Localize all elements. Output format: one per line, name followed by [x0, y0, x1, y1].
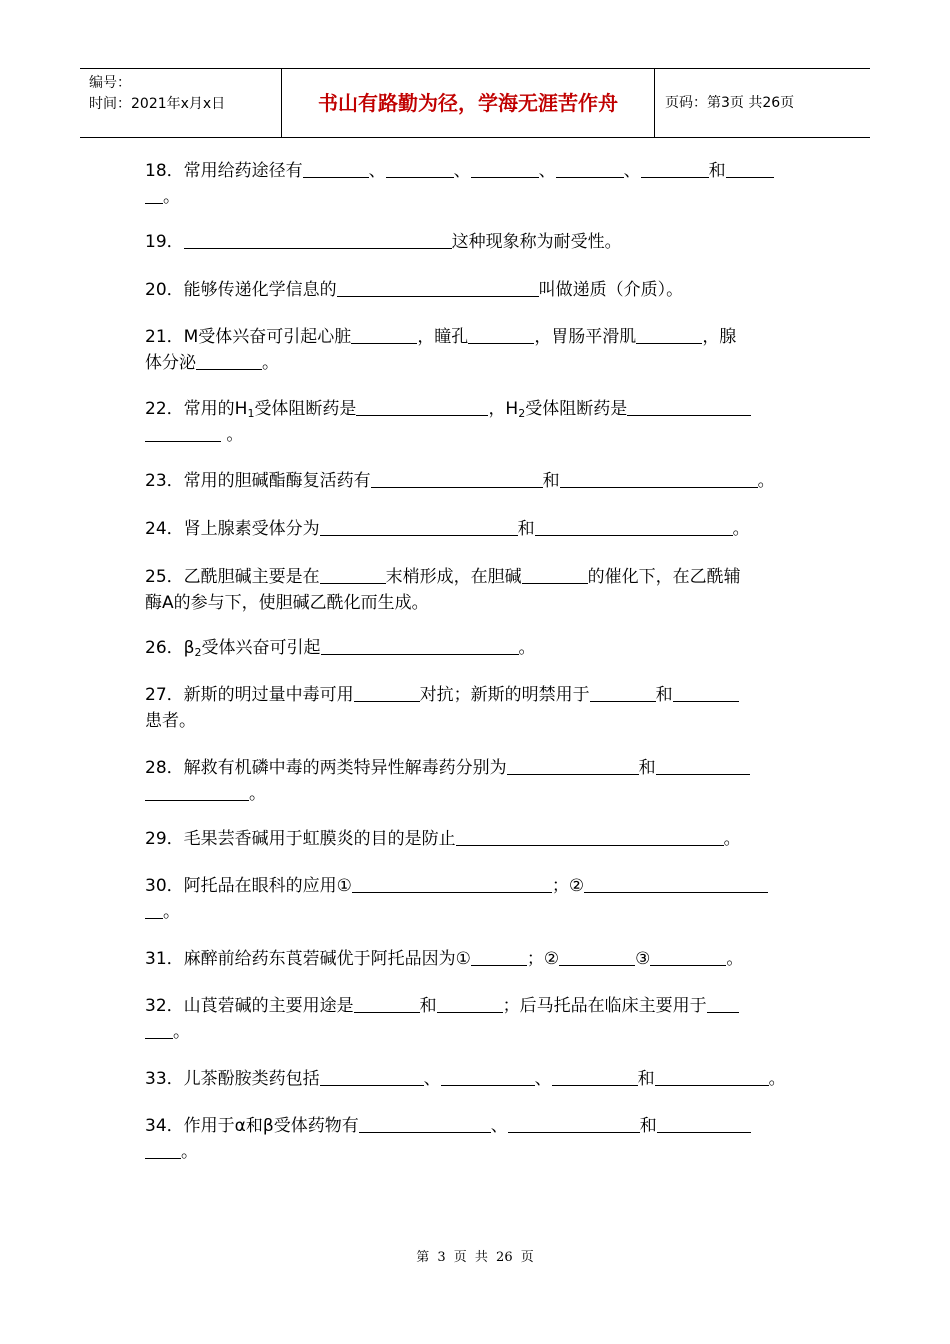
- header-motto: 书山有路勤为径，学海无涯苦作舟: [281, 69, 655, 137]
- number-label: 编号：: [89, 75, 131, 91]
- blank: [641, 159, 709, 178]
- blank: [320, 1067, 424, 1086]
- question-27: 27．新斯的明过量中毒可用 对抗；新斯的明禁用于 和 患者。: [145, 682, 810, 734]
- question-23: 23．常用的胆碱酯酶复活药有 和 。: [145, 471, 775, 491]
- blank: [584, 874, 768, 893]
- blank: [471, 159, 539, 178]
- time-label: 时间：2021年x月x日: [89, 96, 226, 112]
- blank: [507, 756, 639, 775]
- question-30: 30．阿托品在眼科的应用① ；② 。: [145, 873, 810, 925]
- blank: [673, 683, 739, 702]
- blank: [320, 517, 518, 536]
- blank: [184, 230, 452, 249]
- question-22: 22．常用的$H_1$受体阻断药是 ，$H_2$受体阻断药是 。: [145, 396, 810, 448]
- question-28: 28．解救有机磷中毒的两类特异性解毒药分别为 和 。: [145, 755, 810, 807]
- blank: [508, 1114, 640, 1133]
- question-31: 31．麻醉前给药东莨菪碱优于阿托品因为① ；② ③ 。: [145, 949, 744, 969]
- blank: [354, 683, 420, 702]
- blank: [559, 947, 635, 966]
- blank: [655, 1067, 769, 1086]
- header-meta: [80, 69, 280, 137]
- blank: [145, 1020, 173, 1039]
- question-33: 33．儿茶酚胺类药包括 、 、 和 。: [145, 1069, 786, 1089]
- blank: [321, 636, 519, 655]
- blank: [371, 469, 543, 488]
- blank: [359, 1114, 491, 1133]
- blank: [437, 994, 503, 1013]
- question-19: 19． 这种现象称为耐受性。: [145, 232, 622, 252]
- question-24: 24．肾上腺素受体分为 和 。: [145, 519, 750, 539]
- blank: [456, 827, 724, 846]
- blank: [320, 565, 386, 584]
- blank: [560, 469, 758, 488]
- blank: [726, 159, 774, 178]
- blank: [145, 185, 163, 204]
- blank: [356, 397, 488, 416]
- blank: [556, 159, 624, 178]
- blank: [352, 874, 552, 893]
- blank: [468, 325, 534, 344]
- blank: [636, 325, 702, 344]
- page-footer: 第 3 页 共 26 页: [416, 1250, 534, 1265]
- question-34: 34．作用于α和β受体药物有 、 和 。: [145, 1113, 810, 1165]
- blank: [657, 1114, 751, 1133]
- blank: [386, 159, 454, 178]
- question-32: 32．山莨菪碱的主要用途是 和 ；后马托品在临床主要用于 。: [145, 993, 810, 1045]
- blank: [535, 517, 733, 536]
- blank: [196, 351, 262, 370]
- blank: [650, 947, 726, 966]
- question-21: 21．M受体兴奋可引起心脏 ，瞳孔 ，胃肠平滑肌 ，腺 体分泌 。: [145, 327, 737, 373]
- blank: [145, 900, 163, 919]
- question-29: 29．毛果芸香碱用于虹膜炎的目的是防止 。: [145, 829, 741, 849]
- blank: [145, 1140, 181, 1159]
- question-20: 20．能够传递化学信息的 叫做递质（介质）。: [145, 280, 684, 300]
- blank: [145, 423, 221, 442]
- question-18: 18．常用给药途径有 、 、 、 、 和 。: [145, 158, 810, 210]
- blank: [471, 947, 527, 966]
- blank: [354, 994, 420, 1013]
- blank: [522, 565, 588, 584]
- header-page-label: 页码：第3页 共26页: [665, 95, 795, 111]
- blank: [627, 397, 751, 416]
- blank: [590, 683, 656, 702]
- blank: [707, 994, 739, 1013]
- blank: [656, 756, 750, 775]
- blank: [337, 278, 539, 297]
- blank: [441, 1067, 535, 1086]
- blank: [303, 159, 369, 178]
- question-25: 25．乙酰胆碱主要是在 末梢形成，在胆碱 的催化下，在乙酰辅 酶A的参与下，使胆碱乙酰化而生成。: [145, 567, 741, 613]
- blank: [145, 782, 249, 801]
- question-26: 26．$\beta_2$受体兴奋可引起 。: [145, 638, 536, 659]
- page-header: [80, 68, 870, 138]
- blank: [351, 325, 417, 344]
- blank: [552, 1067, 638, 1086]
